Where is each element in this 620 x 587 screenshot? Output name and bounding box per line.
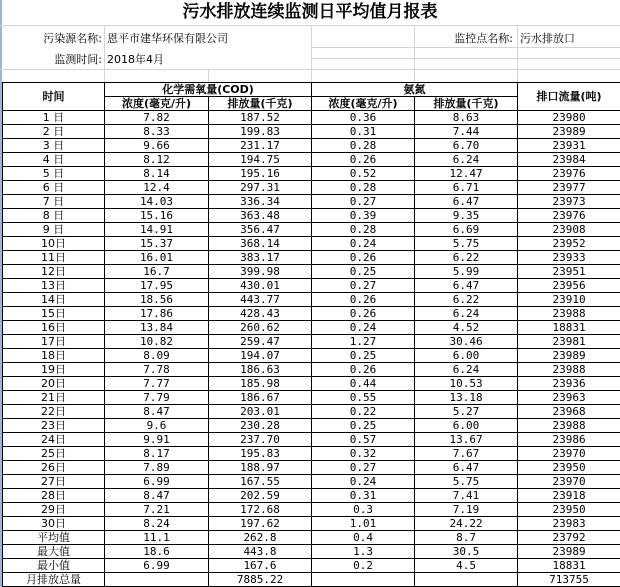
cell-nh-conc: 0.57 [312, 433, 415, 447]
cell-nh-emission [415, 573, 518, 587]
cell-day: 21日 [3, 391, 105, 405]
cell-cod-emission: 167.55 [209, 475, 312, 489]
cell-cod-emission: 443.77 [209, 293, 312, 307]
cell-cod-conc: 18.6 [105, 545, 209, 559]
cell-day: 16日 [3, 321, 105, 335]
cell-nh-emission: 6.22 [415, 293, 518, 307]
cell-flow: 23989 [518, 125, 620, 139]
table-row [3, 195, 620, 209]
table-row [3, 223, 620, 237]
cell-cod-emission: 203.01 [209, 405, 312, 419]
cell-cod-emission: 195.83 [209, 447, 312, 461]
cell-day: 7 日 [3, 195, 105, 209]
cell-flow: 23968 [518, 405, 620, 419]
cell-day: 6 日 [3, 181, 105, 195]
table-row [3, 181, 620, 195]
cell-flow: 23792 [518, 531, 620, 545]
cell-nh-emission: 5.75 [415, 475, 518, 489]
table-body [3, 111, 620, 587]
table-row [3, 447, 620, 461]
cell-flow: 23980 [518, 111, 620, 125]
cell-cod-conc: 8.33 [105, 125, 209, 139]
cell-day: 28日 [3, 489, 105, 503]
table-row [3, 433, 620, 447]
cell-cod-emission: 186.67 [209, 391, 312, 405]
cell-day: 24日 [3, 433, 105, 447]
cell-cod-emission: 430.01 [209, 279, 312, 293]
cell-day: 4 日 [3, 153, 105, 167]
cell-nh-conc: 0.26 [312, 153, 415, 167]
cell-cod-conc: 7.79 [105, 391, 209, 405]
cell-nh-conc: 0.31 [312, 489, 415, 503]
cell-cod-emission: 428.43 [209, 307, 312, 321]
cell-nh-emission: 7.19 [415, 503, 518, 517]
cell-cod-emission: 186.63 [209, 363, 312, 377]
cell-cod-conc: 6.99 [105, 475, 209, 489]
cell-flow: 23976 [518, 167, 620, 181]
header-cod: 化学需氧量(COD) [105, 83, 312, 97]
cell-cod-emission: 368.14 [209, 237, 312, 251]
table-row [3, 293, 620, 307]
cell-cod-conc: 13.84 [105, 321, 209, 335]
cell-cod-emission: 197.62 [209, 517, 312, 531]
cell-nh-emission: 7.44 [415, 125, 518, 139]
cell-cod-emission: 230.28 [209, 419, 312, 433]
table-row [3, 405, 620, 419]
cell-cod-conc: 17.95 [105, 279, 209, 293]
table-row [3, 545, 620, 559]
cell-nh-conc: 0.52 [312, 167, 415, 181]
cell-flow: 23950 [518, 503, 620, 517]
cell-day: 3 日 [3, 139, 105, 153]
cell-cod-emission: 7885.22 [209, 573, 312, 587]
table-row [3, 279, 620, 293]
cell-nh-conc: 0.27 [312, 195, 415, 209]
table-row [3, 265, 620, 279]
gridline [517, 25, 518, 82]
table-row [3, 475, 620, 489]
cell-nh-conc: 0.26 [312, 307, 415, 321]
cell-nh-conc: 0.44 [312, 377, 415, 391]
cell-cod-emission: 195.16 [209, 167, 312, 181]
cell-nh-conc: 0.36 [312, 111, 415, 125]
cell-day: 最大值 [3, 545, 105, 559]
cell-nh-emission: 13.67 [415, 433, 518, 447]
cell-nh-emission: 6.24 [415, 153, 518, 167]
cell-nh-emission: 6.47 [415, 195, 518, 209]
cell-flow: 23952 [518, 237, 620, 251]
cell-flow: 23951 [518, 265, 620, 279]
cell-flow: 23989 [518, 545, 620, 559]
cell-nh-emission: 6.00 [415, 349, 518, 363]
cell-flow: 23931 [518, 139, 620, 153]
header-ammonia: 氨氮 [312, 83, 518, 97]
cell-nh-emission: 6.70 [415, 139, 518, 153]
cell-cod-emission: 202.59 [209, 489, 312, 503]
cell-day: 13日 [3, 279, 105, 293]
cell-nh-conc: 0.24 [312, 321, 415, 335]
cell-cod-emission: 167.6 [209, 559, 312, 573]
cell-nh-emission: 6.00 [415, 419, 518, 433]
cell-day: 平均值 [3, 531, 105, 545]
cell-nh-conc: 0.26 [312, 363, 415, 377]
table-row [3, 321, 620, 335]
table-row [3, 391, 620, 405]
cell-flow: 23908 [518, 223, 620, 237]
report-table [2, 82, 620, 587]
cell-nh-conc: 0.24 [312, 237, 415, 251]
gridline [311, 58, 620, 59]
monitor-point-label: 监控点名称: [454, 32, 513, 45]
cell-nh-emission: 5.99 [415, 265, 518, 279]
cell-cod-emission: 259.47 [209, 335, 312, 349]
cell-cod-conc: 8.47 [105, 489, 209, 503]
cell-cod-conc: 16.7 [105, 265, 209, 279]
cell-flow: 23970 [518, 447, 620, 461]
gridline [208, 69, 209, 82]
cell-day: 20日 [3, 377, 105, 391]
cell-nh-conc [312, 573, 415, 587]
cell-flow: 713755 [518, 573, 620, 587]
cell-nh-conc: 0.3 [312, 503, 415, 517]
gridline [311, 47, 620, 48]
cell-cod-conc: 7.21 [105, 503, 209, 517]
cell-day: 10日 [3, 237, 105, 251]
header-nh-emission: 排放量(千克) [415, 97, 518, 111]
cell-cod-emission: 356.47 [209, 223, 312, 237]
cell-nh-conc: 0.27 [312, 461, 415, 475]
table-row [3, 419, 620, 433]
cell-cod-conc: 9.6 [105, 419, 209, 433]
table-row [3, 363, 620, 377]
cell-flow: 23977 [518, 181, 620, 195]
cell-flow: 23986 [518, 433, 620, 447]
cell-cod-emission: 188.97 [209, 461, 312, 475]
cell-day: 9 日 [3, 223, 105, 237]
header-time: 时间 [3, 83, 105, 111]
cell-day: 14日 [3, 293, 105, 307]
cell-nh-emission: 30.46 [415, 335, 518, 349]
cell-nh-conc: 0.26 [312, 293, 415, 307]
cell-nh-emission: 6.22 [415, 251, 518, 265]
cell-nh-emission: 24.22 [415, 517, 518, 531]
cell-nh-conc: 0.27 [312, 279, 415, 293]
cell-day: 5 日 [3, 167, 105, 181]
gridline [104, 25, 105, 82]
header-nh-conc: 浓度(毫克/升) [312, 97, 415, 111]
cell-day: 月排放总量 [3, 573, 105, 587]
cell-day: 2 日 [3, 125, 105, 139]
table-row [3, 237, 620, 251]
cell-nh-emission: 6.24 [415, 363, 518, 377]
cell-nh-conc: 0.26 [312, 251, 415, 265]
cell-cod-conc: 15.37 [105, 237, 209, 251]
cell-cod-conc: 6.99 [105, 559, 209, 573]
cell-nh-emission: 10.53 [415, 377, 518, 391]
cell-cod-conc [105, 573, 209, 587]
cell-cod-conc: 14.03 [105, 195, 209, 209]
cell-cod-emission: 262.8 [209, 531, 312, 545]
cell-nh-emission: 5.75 [415, 237, 518, 251]
cell-flow: 23970 [518, 475, 620, 489]
cell-flow: 23984 [518, 153, 620, 167]
cell-nh-emission: 6.24 [415, 307, 518, 321]
table-row [3, 531, 620, 545]
cell-nh-conc: 0.2 [312, 559, 415, 573]
cell-cod-conc: 8.14 [105, 167, 209, 181]
table-row [3, 251, 620, 265]
cell-day: 29日 [3, 503, 105, 517]
table-row [3, 111, 620, 125]
cell-flow: 18831 [518, 321, 620, 335]
cell-nh-conc: 0.39 [312, 209, 415, 223]
table-row [3, 559, 620, 573]
cell-cod-emission: 297.31 [209, 181, 312, 195]
cell-flow: 23950 [518, 461, 620, 475]
cell-cod-conc: 8.12 [105, 153, 209, 167]
table-row [3, 503, 620, 517]
table-row [3, 209, 620, 223]
cell-cod-emission: 399.98 [209, 265, 312, 279]
monitor-point-value: 污水排放口 [520, 32, 575, 45]
cell-day: 最小值 [3, 559, 105, 573]
cell-flow: 23988 [518, 419, 620, 433]
cell-nh-conc: 1.27 [312, 335, 415, 349]
cell-nh-conc: 0.31 [312, 125, 415, 139]
cell-nh-conc: 0.4 [312, 531, 415, 545]
cell-day: 8 日 [3, 209, 105, 223]
cell-nh-emission: 6.69 [415, 223, 518, 237]
cell-cod-emission: 194.07 [209, 349, 312, 363]
cell-nh-emission: 9.35 [415, 209, 518, 223]
table-row [3, 517, 620, 531]
cell-flow: 23976 [518, 209, 620, 223]
cell-cod-conc: 12.4 [105, 181, 209, 195]
cell-cod-conc: 8.24 [105, 517, 209, 531]
cell-cod-conc: 8.17 [105, 447, 209, 461]
cell-nh-emission: 6.47 [415, 279, 518, 293]
cell-cod-conc: 9.66 [105, 139, 209, 153]
source-value: 恩平市建华环保有限公司 [107, 32, 228, 45]
gridline [311, 25, 312, 82]
cell-flow: 23981 [518, 335, 620, 349]
cell-flow: 23918 [518, 489, 620, 503]
cell-nh-emission: 6.71 [415, 181, 518, 195]
table-row [3, 573, 620, 587]
cell-cod-emission: 185.98 [209, 377, 312, 391]
cell-cod-conc: 7.89 [105, 461, 209, 475]
cell-nh-emission: 8.7 [415, 531, 518, 545]
monitor-time-label: 监测时间: [54, 53, 102, 66]
cell-nh-conc: 0.22 [312, 405, 415, 419]
cell-nh-emission: 7.41 [415, 489, 518, 503]
table-row [3, 461, 620, 475]
gridline [0, 69, 620, 70]
table-row [3, 167, 620, 181]
cell-nh-conc: 0.25 [312, 265, 415, 279]
cell-cod-conc: 15.16 [105, 209, 209, 223]
cell-cod-conc: 7.78 [105, 363, 209, 377]
header-cod-conc: 浓度(毫克/升) [105, 97, 209, 111]
cell-flow: 23988 [518, 363, 620, 377]
cell-nh-conc: 0.25 [312, 349, 415, 363]
cell-nh-conc: 0.28 [312, 139, 415, 153]
cell-cod-conc: 7.82 [105, 111, 209, 125]
cell-nh-emission: 8.63 [415, 111, 518, 125]
cell-nh-emission: 12.47 [415, 167, 518, 181]
table-row [3, 489, 620, 503]
table-row [3, 153, 620, 167]
cell-day: 30日 [3, 517, 105, 531]
cell-nh-conc: 0.32 [312, 447, 415, 461]
cell-day: 11日 [3, 251, 105, 265]
table-row [3, 335, 620, 349]
cell-flow: 23963 [518, 391, 620, 405]
cell-cod-conc: 8.47 [105, 405, 209, 419]
cell-day: 18日 [3, 349, 105, 363]
cell-day: 17日 [3, 335, 105, 349]
cell-cod-conc: 7.77 [105, 377, 209, 391]
cell-flow: 23933 [518, 251, 620, 265]
cell-day: 19日 [3, 363, 105, 377]
cell-day: 12日 [3, 265, 105, 279]
cell-cod-emission: 194.75 [209, 153, 312, 167]
cell-nh-conc: 0.28 [312, 223, 415, 237]
cell-nh-emission: 5.27 [415, 405, 518, 419]
cell-nh-emission: 7.67 [415, 447, 518, 461]
cell-cod-conc: 10.82 [105, 335, 209, 349]
cell-nh-conc: 0.24 [312, 475, 415, 489]
cell-cod-emission: 237.70 [209, 433, 312, 447]
cell-cod-emission: 231.17 [209, 139, 312, 153]
cell-flow: 23910 [518, 293, 620, 307]
cell-cod-conc: 16.01 [105, 251, 209, 265]
cell-cod-conc: 14.91 [105, 223, 209, 237]
cell-nh-emission: 4.52 [415, 321, 518, 335]
cell-nh-conc: 0.28 [312, 181, 415, 195]
table-row [3, 349, 620, 363]
table-row [3, 377, 620, 391]
cell-cod-emission: 383.17 [209, 251, 312, 265]
cell-cod-conc: 17.86 [105, 307, 209, 321]
cell-nh-conc: 0.55 [312, 391, 415, 405]
cell-flow: 18831 [518, 559, 620, 573]
report-title: 污水排放连续监测日平均值月报表 [0, 0, 620, 26]
table-row [3, 125, 620, 139]
cell-nh-conc: 1.01 [312, 517, 415, 531]
cell-cod-emission: 172.68 [209, 503, 312, 517]
cell-cod-conc: 8.09 [105, 349, 209, 363]
cell-nh-emission: 4.5 [415, 559, 518, 573]
cell-flow: 23988 [518, 307, 620, 321]
cell-flow: 23956 [518, 279, 620, 293]
source-label: 污染源名称: [43, 32, 102, 45]
table-row [3, 307, 620, 321]
cell-nh-conc: 1.3 [312, 545, 415, 559]
cell-day: 27日 [3, 475, 105, 489]
cell-day: 26日 [3, 461, 105, 475]
table-row [3, 139, 620, 153]
monitor-time-value: 2018年4月 [107, 53, 164, 66]
cell-cod-conc: 11.1 [105, 531, 209, 545]
cell-cod-emission: 443.8 [209, 545, 312, 559]
cell-cod-emission: 363.48 [209, 209, 312, 223]
cell-day: 22日 [3, 405, 105, 419]
cell-cod-emission: 336.34 [209, 195, 312, 209]
cell-nh-conc: 0.25 [312, 419, 415, 433]
cell-nh-emission: 6.47 [415, 461, 518, 475]
header-flow: 排口流量(吨) [518, 83, 620, 111]
cell-nh-emission: 30.5 [415, 545, 518, 559]
cell-flow: 23989 [518, 349, 620, 363]
cell-day: 1 日 [3, 111, 105, 125]
cell-cod-emission: 260.62 [209, 321, 312, 335]
gridline [414, 25, 415, 82]
cell-cod-emission: 199.83 [209, 125, 312, 139]
cell-nh-emission: 13.18 [415, 391, 518, 405]
cell-flow: 23973 [518, 195, 620, 209]
cell-flow: 23983 [518, 517, 620, 531]
cell-cod-emission: 187.52 [209, 111, 312, 125]
cell-cod-conc: 9.91 [105, 433, 209, 447]
cell-flow: 23936 [518, 377, 620, 391]
cell-day: 15日 [3, 307, 105, 321]
header-cod-emission: 排放量(千克) [209, 97, 312, 111]
cell-day: 23日 [3, 419, 105, 433]
cell-day: 25日 [3, 447, 105, 461]
cell-cod-conc: 18.56 [105, 293, 209, 307]
